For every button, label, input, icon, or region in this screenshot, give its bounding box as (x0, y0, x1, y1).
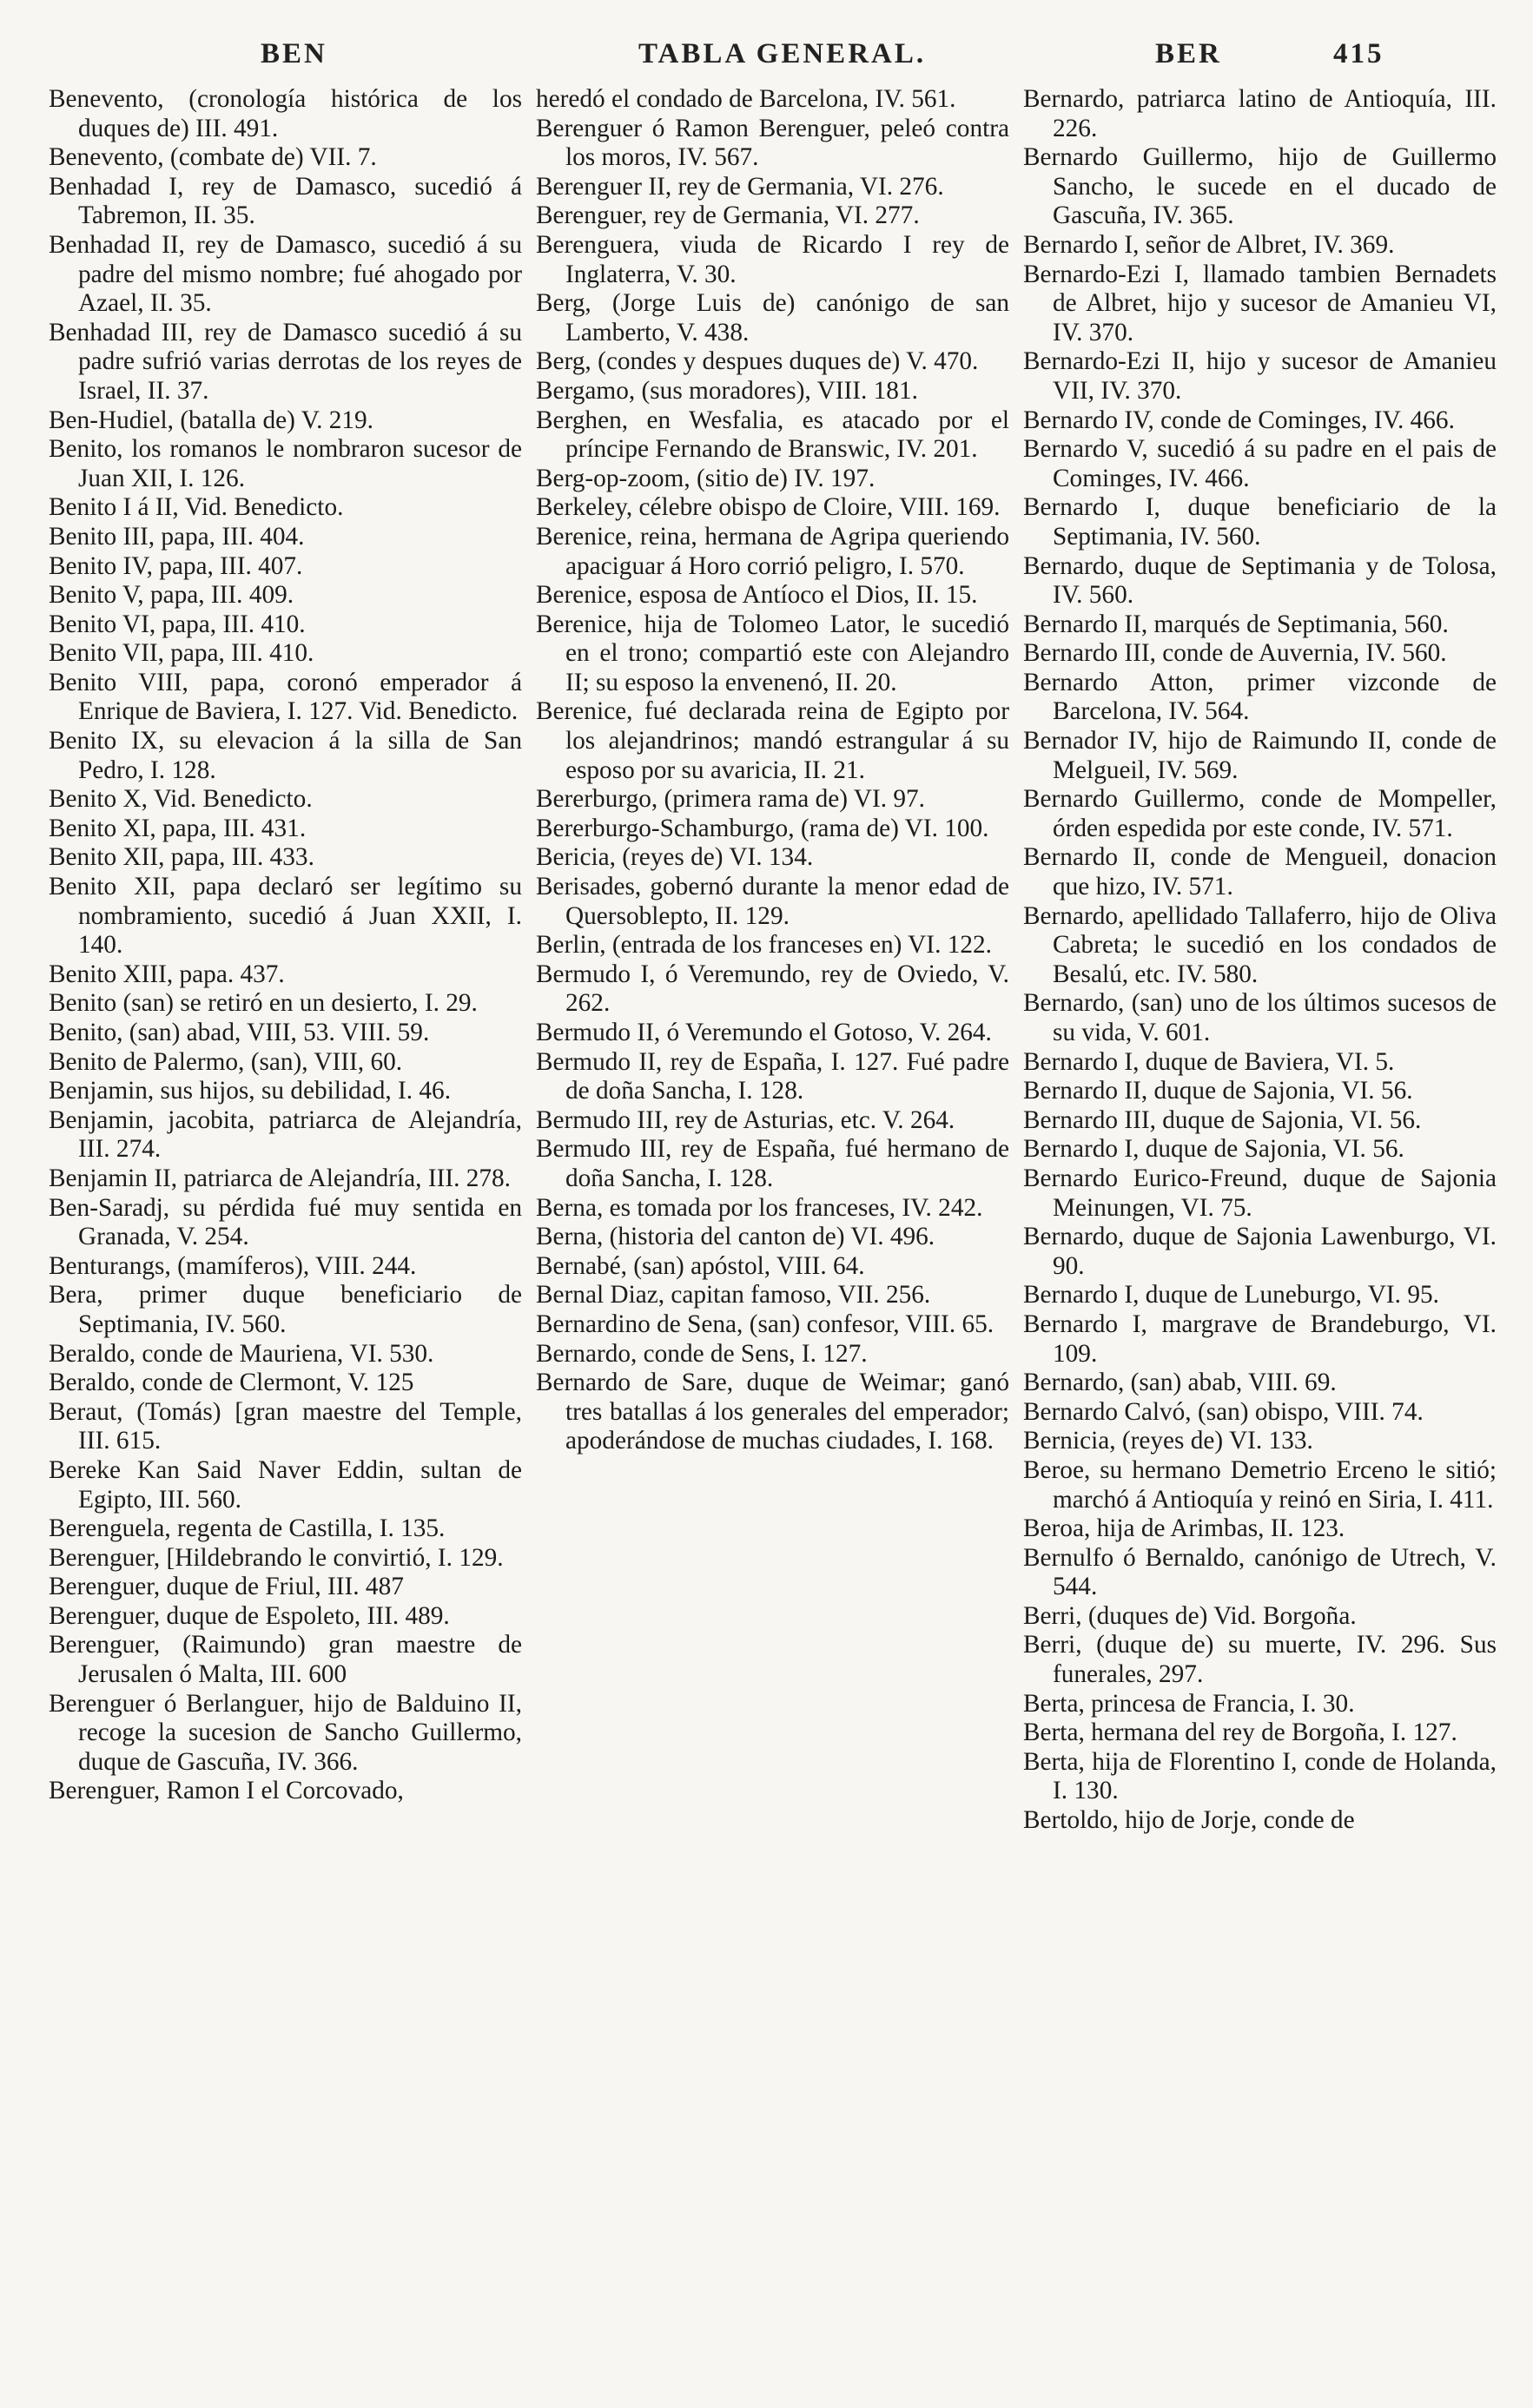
index-entry: Berkeley, célebre obispo de Cloire, VIII. 169. (536, 493, 1001, 522)
index-entry: Bererburgo, (primera rama de) VI. 97. (536, 785, 925, 814)
index-entry: Benito VIII, papa, coronó emperador á Enrique de Baviera, I. 127. Vid. Benedicto. (49, 668, 522, 726)
index-column-1 (49, 85, 522, 2395)
index-entry: Berenice, fué declarada reina de Egipto por los alejandrinos; mandó estrangular á su esposo por su avaricia, II. 21. (536, 697, 1009, 784)
index-entry: Bernardo, duque de Septimania y de Tolosa, IV. 560. (1023, 551, 1497, 610)
index-entry: Bernardo, duque de Sajonia Lawenburgo, VI. 90. (1023, 1223, 1497, 1280)
index-entry: Benito XI, papa, III. 431. (49, 814, 307, 842)
index-entry: Bernador IV, hijo de Raimundo II, conde de Melgueil, IV. 569. (1023, 727, 1497, 784)
index-entry: Berenguer ó Berlanguer, hijo de Balduino II, recoge la sucesion de Sancho Guillermo, duque de Gascuña, IV. 366. (49, 1689, 522, 1776)
index-entry: Berisades, gobernó durante la menor edad de Quersoblepto, II. 129. (536, 873, 1009, 930)
index-entry: Benhadad III, rey de Damasco sucedió á su padre sufrió varias derrotas de los reyes de Israel, II. 37. (49, 318, 522, 405)
index-entry: Bernardo III, conde de Auvernia, IV. 560. (1023, 639, 1447, 668)
index-entry: Beroe, su hermano Demetrio Erceno le sitió; marchó á Antioquía y reinó en Siria, I. 411. (1023, 1455, 1497, 1514)
index-entry: Benito (san) se retiró en un desierto, I. 29. (49, 989, 478, 1018)
index-entry: Bergamo, (sus moradores), VIII. 181. (536, 376, 918, 405)
index-entry: Berenguer, rey de Germania, VI. 277. (536, 201, 920, 230)
index-entry: Bernardo II, conde de Mengueil, donacion que hizo, IV. 571. (1023, 843, 1497, 901)
index-entry: Benjamin II, patriarca de Alejandría, III. 278. (49, 1164, 512, 1192)
index-entry: Benito, (san) abad, VIII, 53. VIII. 59. (49, 1019, 430, 1046)
index-entry: Berenguer, [Hildebrando le convirtió, I. 129. (49, 1543, 504, 1572)
index-entry: Benevento, (combate de) VII. 7. (49, 143, 377, 172)
index-entry: Beraldo, conde de Clermont, V. 125 (49, 1369, 414, 1397)
index-entry: Berenguer, Ramon I el Corcovado, (49, 1777, 404, 1805)
index-entry: Berri, (duques de) Vid. Borgoña. (1023, 1601, 1357, 1630)
index-entry: heredó el condado de Barcelona, IV. 561. (536, 85, 956, 113)
index-entry: Benito de Palermo, (san), VIII, 60. (49, 1047, 403, 1076)
index-entry: Bernardo, patriarca latino de Antioquía, III. 226. (1023, 85, 1497, 142)
index-entry: Bernardo I, señor de Albret, IV. 369. (1023, 230, 1395, 259)
index-entry: Bernardo Guillermo, conde de Mompeller, órden espedida por este conde, IV. 571. (1023, 785, 1497, 842)
index-entry: Berg, (condes y despues duques de) V. 470. (536, 347, 979, 376)
index-entry: Bernardo V, sucedió á su padre en el pais de Cominges, IV. 466. (1023, 435, 1497, 492)
index-entry: Benito VI, papa, III. 410. (49, 610, 306, 638)
index-entry: Bernal Diaz, capitan famoso, VII. 256. (536, 1281, 931, 1310)
index-entry: Bernardo I, duque de Sajonia, VI. 56. (1023, 1135, 1404, 1164)
header-right-guide: BER (1155, 38, 1222, 69)
index-column-3 (1023, 85, 1497, 2395)
index-entry: Bernardo III, duque de Sajonia, VI. 56. (1023, 1105, 1422, 1134)
index-entry: Berenguer, duque de Friul, III. 487 (49, 1573, 404, 1601)
index-entry: Beroa, hija de Arimbas, II. 123. (1023, 1514, 1345, 1543)
index-entry: Berghen, en Wesfalia, es atacado por el príncipe Fernando de Branswic, IV. 201. (536, 406, 1009, 464)
index-entry: Berg-op-zoom, (sitio de) IV. 197. (536, 464, 876, 492)
index-entry: Benito XIII, papa. 437. (49, 960, 285, 988)
index-entry: Bernardo, conde de Sens, I. 127. (536, 1339, 868, 1368)
index-entry: Bermudo III, rey de España, fué hermano de doña Sancha, I. 128. (536, 1135, 1009, 1192)
index-entry: Bernardo I, duque beneficiario de la Septimania, IV. 560. (1023, 493, 1497, 551)
index-entry: Bermudo III, rey de Asturias, etc. V. 264. (536, 1105, 955, 1134)
index-entry: Berta, hija de Florentino I, conde de Holanda, I. 130. (1023, 1747, 1497, 1805)
index-entry: Bernardo, (san) uno de los últimos sucesos de su vida, V. 601. (1023, 989, 1497, 1046)
index-entry: Bernardo, apellidado Tallaferro, hijo de Oliva Cabreta; le sucedió en los condados de Besalú, etc. IV. 580. (1023, 901, 1497, 988)
index-entry: Bernicia, (reyes de) VI. 133. (1023, 1427, 1313, 1455)
index-entry: Bernardo Guillermo, hijo de Guillermo Sancho, le sucede en el ducado de Gascuña, IV. 365. (1023, 143, 1497, 230)
index-entry: Benito I á II, Vid. Benedicto. (49, 493, 344, 522)
index-entry: Benito IX, su elevacion á la silla de San Pedro, I. 128. (49, 727, 522, 784)
index-column-2 (536, 85, 1009, 2395)
index-entry: Bericia, (reyes de) VI. 134. (536, 843, 814, 872)
index-entry: Benito X, Vid. Benedicto. (49, 785, 313, 814)
index-entry: Benhadad I, rey de Damasco, sucedió á Tabremon, II. 35. (49, 172, 522, 230)
index-entry: Benturangs, (mamíferos), VIII. 244. (49, 1251, 417, 1280)
index-entry: Bertoldo, hijo de Jorje, conde de (1023, 1806, 1355, 1835)
page-number: 415 (1333, 38, 1384, 69)
index-entry: Berri, (duque de) su muerte, IV. 296. Sus funerales, 297. (1023, 1631, 1497, 1689)
index-entry: Berenguer, (Raimundo) gran maestre de Jerusalen ó Malta, III. 600 (49, 1631, 522, 1689)
index-entry: Berenice, hija de Tolomeo Lator, le sucedió en el trono; compartió este con Alejandro II; su esposo la envenenó, II. 20. (536, 610, 1009, 696)
index-entry: Bermudo I, ó Veremundo, rey de Oviedo, V. 262. (536, 960, 1009, 1018)
index-entry: Berenice, esposa de Antíoco el Dios, II. 15. (536, 581, 978, 610)
index-entry: Bernardo, (san) abab, VIII. 69. (1023, 1369, 1337, 1397)
index-entry: Berenguer, duque de Espoleto, III. 489. (49, 1601, 450, 1630)
index-entry: Berg, (Jorge Luis de) canónigo de san Lamberto, V. 438. (536, 289, 1009, 346)
index-entry: Bernardo Calvó, (san) obispo, VIII. 74. (1023, 1397, 1424, 1426)
index-entry: Bernardo I, duque de Luneburgo, VI. 95. (1023, 1281, 1439, 1310)
header-left-guide: BEN (261, 38, 327, 69)
index-entry: Benito XII, papa declaró ser legítimo su nombramiento, sucedió á Juan XXII, I. 140. (49, 873, 522, 960)
index-entry: Bera, primer duque beneficiario de Septimania, IV. 560. (49, 1281, 522, 1338)
index-entry: Bernardo II, marqués de Septimania, 560. (1023, 610, 1449, 638)
index-entry: Bernardo de Sare, duque de Weimar; ganó tres batallas á los generales del emperador; apoderándose de muchas ciudades, I. 168. (536, 1369, 1009, 1455)
index-entry: Ben-Hudiel, (batalla de) V. 219. (49, 406, 373, 434)
index-entry: Bereke Kan Said Naver Eddin, sultan de Egipto, III. 560. (49, 1455, 522, 1514)
index-entry: Bernardino de Sena, (san) confesor, VIII. 65. (536, 1310, 994, 1338)
index-entry: Beraut, (Tomás) [gran maestre del Temple, III. 615. (49, 1397, 522, 1455)
index-entry: Benito XII, papa, III. 433. (49, 843, 314, 872)
index-entry: Benito III, papa, III. 404. (49, 522, 305, 551)
index-entry: Bernardo Atton, primer vizconde de Barcelona, IV. 564. (1023, 668, 1497, 726)
index-entry: Berenice, reina, hermana de Agripa queriendo apaciguar á Horo corrió peligro, I. 570. (536, 522, 1009, 580)
index-entry: Beraldo, conde de Maurienа, VI. 530. (49, 1339, 434, 1368)
index-entry: Berenguer II, rey de Germania, VI. 276. (536, 172, 944, 201)
index-entry: Bernabé, (san) apóstol, VIII. 64. (536, 1251, 865, 1280)
index-entry: Benhadad II, rey de Damasco, sucedió á su padre del mismo nombre; fué ahogado por Azael, II. 35. (49, 230, 522, 318)
index-entry: Berlin, (entrada de los franceses en) VI. 122. (536, 931, 992, 960)
index-entry: Ben-Saradj, su pérdida fué muy sentida en Granada, V. 254. (49, 1193, 522, 1251)
running-header (0, 38, 1533, 82)
index-entry: Berenguer ó Ramon Berenguer, peleó contra los moros, IV. 567. (536, 114, 1009, 172)
index-entry: Bernulfo ó Bernaldo, canónigo de Utrech, V. 544. (1023, 1543, 1497, 1601)
index-entry: Benjamin, jacobita, patriarca de Alejandría, III. 274. (49, 1105, 522, 1164)
index-entry: Bernardo-Ezi II, hijo y sucesor de Amanieu VII, IV. 370. (1023, 347, 1497, 405)
header-title: TABLA GENERAL. (638, 38, 927, 69)
index-entry: Bererburgo-Schamburgo, (rama de) VI. 100. (536, 814, 989, 842)
index-entry: Berta, hermana del rey de Borgoña, I. 127. (1023, 1719, 1457, 1747)
index-entry: Bernardo I, duque de Baviera, VI. 5. (1023, 1047, 1395, 1076)
index-entry: Berna, es tomada por los franceses, IV. 242. (536, 1193, 983, 1222)
index-entry: Benito, los romanos le nombraron sucesor de Juan XII, I. 126. (49, 435, 522, 492)
index-entry: Bernardo I, margrave de Brandeburgo, VI. 109. (1023, 1310, 1497, 1368)
index-entry: Bermudo II, ó Veremundo el Gotoso, V. 264. (536, 1019, 992, 1046)
index-entry: Bernardo Eurico-Freund, duque de Sajonia Meinungen, VI. 75. (1023, 1164, 1497, 1222)
index-entry: Berenguera, viuda de Ricardo I rey de Inglaterra, V. 30. (536, 230, 1009, 288)
index-entry: Bermudo II, rey de España, I. 127. Fué padre de doña Sancha, I. 128. (536, 1047, 1009, 1105)
index-entry: Benjamin, sus hijos, su debilidad, I. 46. (49, 1077, 452, 1105)
index-entry: Benevento, (cronología histórica de los duques de) III. 491. (49, 85, 522, 142)
index-entry: Benito V, papa, III. 409. (49, 581, 294, 610)
index-entry: Berenguela, regenta de Castilla, I. 135. (49, 1514, 446, 1543)
index-entry: Bernardo-Ezi I, llamado tambien Bernadets de Albret, hijo y sucesor de Amanieu VI, IV. 370. (1023, 260, 1497, 346)
index-entry: Benito IV, papa, III. 407. (49, 551, 303, 580)
index-entry: Berna, (historia del canton de) VI. 496. (536, 1223, 935, 1251)
index-entry: Benito VII, papa, III. 410. (49, 639, 314, 668)
index-entry: Bernardo II, duque de Sajonia, VI. 56. (1023, 1077, 1413, 1105)
index-columns (49, 85, 1499, 2395)
index-entry: Bernardo IV, conde de Cominges, IV. 466. (1023, 406, 1455, 434)
index-entry: Berta, princesa de Francia, I. 30. (1023, 1689, 1355, 1718)
